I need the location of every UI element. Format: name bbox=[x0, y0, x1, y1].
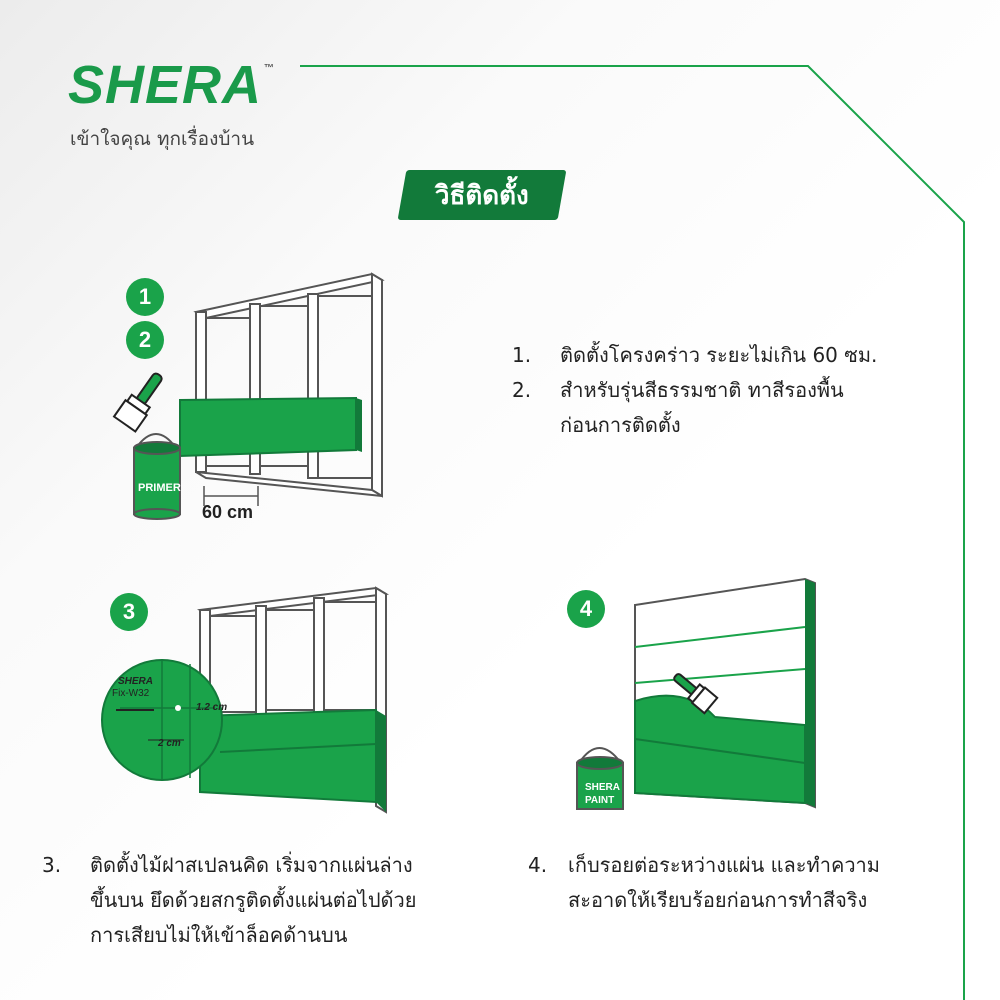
step-4-circle: 4 bbox=[567, 590, 605, 628]
badge-label: วิธีติดตั้ง bbox=[435, 180, 529, 211]
instruction-row-4: 4. เก็บรอยต่อระหว่างแผ่น และทำความ bbox=[528, 853, 880, 877]
instruction-row-1: 1. ติดตั้งโครงคร่าว ระยะไม่เกิน 60 ซม. bbox=[512, 343, 878, 367]
finished-wall-illustration bbox=[565, 575, 825, 815]
instruction-row-2: 2. สำหรับรุ่นสีธรรมชาติ ทาสีรองพื้น bbox=[512, 378, 844, 402]
step-1-circle: 1 bbox=[126, 278, 164, 316]
frame-illustration bbox=[100, 260, 400, 520]
brush-icon bbox=[114, 367, 170, 431]
instruction-row-3-cont-2: การเสียบไม่ให้เข้าล็อคด้านบน bbox=[90, 923, 348, 947]
instructions-step-4 bbox=[528, 848, 948, 918]
step-2-circle: 2 bbox=[126, 321, 164, 359]
instruction-row-3-cont-1: ขึ้นบน ยึดด้วยสกรูติดตั้งแผ่นต่อไปด้วย bbox=[90, 888, 417, 912]
shera-logo: SHERA ™ bbox=[68, 55, 276, 115]
primer-can-label: PRIMER bbox=[138, 482, 181, 494]
stud-spacing-label: 60 cm bbox=[202, 502, 254, 522]
siding-installation-illustration bbox=[100, 580, 400, 820]
zoom-brand-label: SHERA bbox=[118, 676, 154, 687]
instruction-row-3: 3. ติดตั้งไม้ฝาสเปลนคิด เริ่มจากแผ่นล่าง bbox=[42, 853, 413, 877]
instructions-step-3 bbox=[42, 848, 502, 953]
zoom-product-label: Fix-W32 bbox=[112, 688, 150, 699]
instruction-row-4-cont: สะอาดให้เรียบร้อยก่อนการทำสีจริง bbox=[568, 888, 868, 912]
instructions-step-1-2 bbox=[512, 338, 952, 443]
primer-can-icon bbox=[134, 434, 180, 519]
paint-can-label-brand: SHERA bbox=[585, 782, 621, 793]
zoom-gap-label: 1.2 cm bbox=[196, 702, 228, 713]
zoom-edge-label: 2 cm bbox=[158, 738, 181, 749]
instruction-row-2-cont: ก่อนการติดตั้ง bbox=[560, 413, 681, 437]
installation-badge bbox=[398, 170, 567, 220]
step-3-circle: 3 bbox=[110, 593, 148, 631]
paint-can-label-paint: PAINT bbox=[585, 795, 615, 806]
brand-tagline: เข้าใจคุณ ทุกเรื่องบ้าน bbox=[70, 128, 255, 150]
